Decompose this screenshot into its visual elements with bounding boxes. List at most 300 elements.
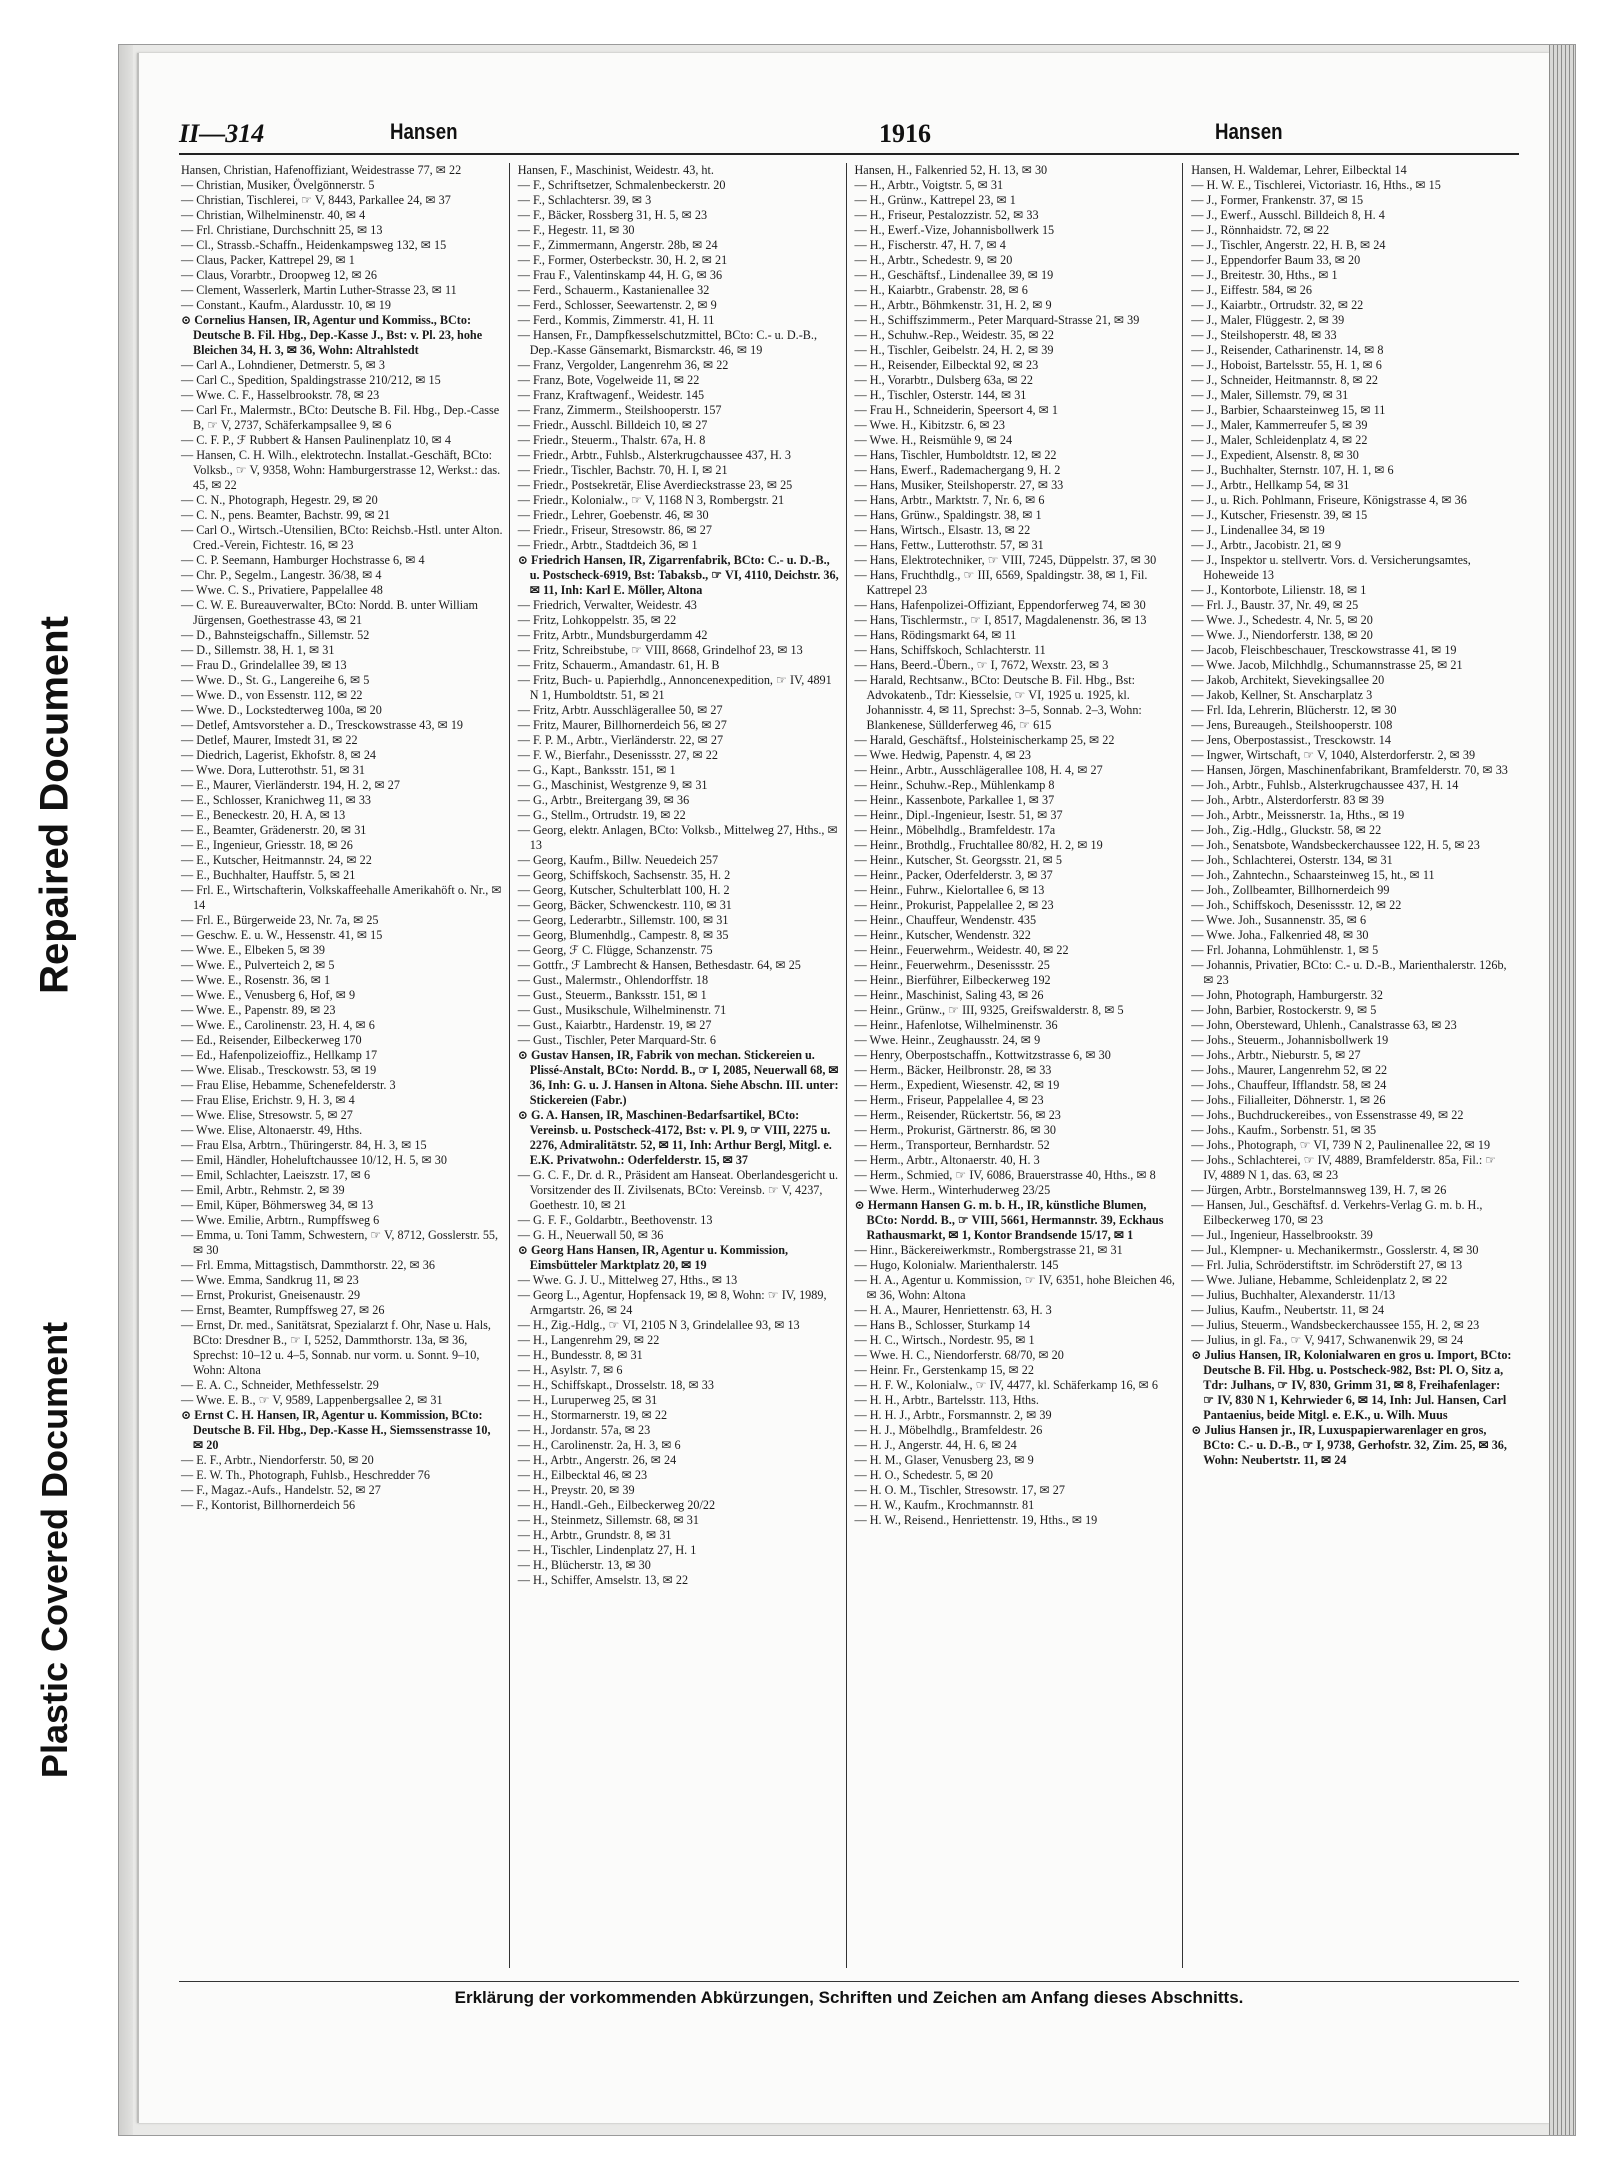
directory-entry: — F., Kontorist, Billhornerdeich 56 (181, 1498, 356, 1512)
directory-entry: — J., Former, Frankenstr. 37, ✉ 15 (1191, 193, 1364, 207)
directory-entry: — Frl. Ida, Lehrerin, Blücherstr. 12, ✉ 30 (1191, 703, 1397, 717)
directory-entry: — Julius, Steuerm., Wandsbeckerchaussee 155, H. 2, ✉ 23 (1191, 1318, 1480, 1332)
directory-entry: — Hans, Arbtr., Marktstr. 7, Nr. 6, ✉ 6 (854, 493, 1045, 507)
directory-entry: ⊙ Cornelius Hansen, IR, Agentur und Kommiss., BCto: Deutsche B. Fil. Hbg., Dep.-Kasse J., Bst: v. Pl. 23, hohe Bleichen 34, H. 3, ✉ 36, Wohn: Altrahlstedt (181, 313, 483, 357)
directory-entry: — Hans, Grünw., Spaldingstr. 38, ✉ 1 (854, 508, 1042, 522)
directory-entry: — H. H. J., Arbtr., Forsmannstr. 2, ✉ 39 (854, 1408, 1052, 1422)
directory-entry: — Frl. Christiane, Durchschnitt 25, ✉ 13 (181, 223, 383, 237)
directory-entry: — Wwe. Emma, Sandkrug 11, ✉ 23 (181, 1273, 359, 1287)
directory-entry: — Wwe. G. J. U., Mittelweg 27, Hths., ✉ 13 (517, 1273, 738, 1287)
directory-entry: — Heinr., Kutscher, Wendenstr. 322 (854, 928, 1031, 942)
directory-entry: — H., Carolinenstr. 2a, H. 3, ✉ 6 (517, 1438, 681, 1452)
directory-entry: — Johs., Kaufm., Sorbenstr. 51, ✉ 35 (1191, 1123, 1377, 1137)
directory-entry: — Johs., Chauffeur, Ifflandstr. 58, ✉ 24 (1191, 1078, 1387, 1092)
directory-entry: — E., Kutscher, Heitmannstr. 24, ✉ 22 (181, 853, 372, 867)
directory-entry: — Heinr., Kassenbote, Parkallee 1, ✉ 37 (854, 793, 1055, 807)
directory-entry: — H., Steinmetz, Sillemstr. 68, ✉ 31 (517, 1513, 699, 1527)
directory-entry: — Joh., Zollbeamter, Billhornerdeich 99 (1191, 883, 1390, 897)
directory-entry: — Heinr., Maschinist, Saling 43, ✉ 26 (854, 988, 1044, 1002)
directory-entry: — Frl. J., Baustr. 37, Nr. 49, ✉ 25 (1191, 598, 1359, 612)
directory-entry: — F. W., Bierfahr., Desenissstr. 27, ✉ 22 (517, 748, 718, 762)
directory-entry: — Gottfr., ℱ Lambrecht & Hansen, Bethesdastr. 64, ✉ 25 (517, 958, 801, 972)
directory-entry: — H., Arbtr., Schedestr. 9, ✉ 20 (854, 253, 1013, 267)
directory-entry: — Johannis, Privatier, BCto: C.- u. D.-B., Marienthalerstr. 126b, ✉ 23 (1191, 958, 1507, 987)
directory-entry: — Friedr., Arbtr., Stadtdeich 36, ✉ 1 (517, 538, 698, 552)
directory-entry: — J., Maler, Sillemstr. 79, ✉ 31 (1191, 388, 1349, 402)
directory-entry: — G., Arbtr., Breitergang 39, ✉ 36 (517, 793, 690, 807)
directory-entry: — Hans B., Schlosser, Sturkamp 14 (854, 1318, 1031, 1332)
directory-entry: — J., u. Rich. Pohlmann, Friseure, Königstrasse 4, ✉ 36 (1191, 493, 1467, 507)
directory-entry: ⊙ Julius Hansen jr., IR, Luxuspapierwarenlager en gros, BCto: C.- u. D.-B., ☞ I, 9738, Gerhofstr. 32, Zim. 25, ✉ 36, Wohn: Neubertstr. 11, ✉ 24 (1191, 1423, 1507, 1467)
directory-entry: — Hans, Tischlermstr., ☞ I, 8517, Magdalenenstr. 36, ✉ 13 (854, 613, 1147, 627)
directory-entry: — E., Beamter, Grädenerstr. 20, ✉ 31 (181, 823, 367, 837)
column-3 (853, 163, 1184, 1968)
directory-entry: — Heinr., Möbelhdlg., Bramfeldestr. 17a (854, 823, 1056, 837)
directory-entry: — Friedr., Steuerm., Thalstr. 67a, H. 8 (517, 433, 706, 447)
directory-entry: Hansen, H., Falkenried 52, H. 13, ✉ 30 (854, 163, 1048, 177)
directory-entry: — Frl. Johanna, Lohmühlenstr. 1, ✉ 5 (1191, 943, 1379, 957)
directory-entry: — Hans, Fettw., Lutterothstr. 57, ✉ 31 (854, 538, 1044, 552)
directory-entry: — Franz, Zimmerm., Steilshooperstr. 157 (517, 403, 722, 417)
directory-entry: — John, Obersteward, Uhlenh., Canalstrasse 63, ✉ 23 (1191, 1018, 1457, 1032)
directory-entry: — E. A. C., Schneider, Methfesselstr. 29 (181, 1378, 379, 1392)
directory-entry: — Hans, Elektrotechniker, ☞ VIII, 7245, Düppelstr. 37, ✉ 30 (854, 553, 1157, 567)
directory-entry: — Ernst, Dr. med., Sanitätsrat, Spezialarzt f. Ohr, Nase u. Hals, BCto: Dresdner B., ☞ I, 5252, Dammthorstr. 13a, ✉ 36, Sprechst: 10–12 u. 4–5, Sonnab. nur vorm. u. Sonnt. 9–10, Wohn: Altona (181, 1318, 491, 1377)
directory-entry: — H. O. M., Tischler, Stresowstr. 17, ✉ 27 (854, 1483, 1065, 1497)
directory-entry: — Carl O., Wirtsch.-Utensilien, BCto: Reichsb.-Hstl. unter Alton. Cred.-Verein, Fichtestr. 16, ✉ 23 (181, 523, 503, 552)
directory-entry: — Hans, Hafenpolizei-Offiziant, Eppendorferweg 74, ✉ 30 (854, 598, 1146, 612)
directory-entry: — H., Schiffskapt., Drosselstr. 18, ✉ 33 (517, 1378, 714, 1392)
directory-entry: — Franz, Bote, Vogelweide 11, ✉ 22 (517, 373, 700, 387)
directory-entry: — Heinr., Feuerwehrm., Weidestr. 40, ✉ 22 (854, 943, 1069, 957)
directory-entry: — Wwe. Joh., Susannenstr. 35, ✉ 6 (1191, 913, 1367, 927)
directory-entry: — Detlef, Amtsvorsteher a. D., Tresckowstrasse 43, ✉ 19 (181, 718, 464, 732)
directory-entry: — Jürgen, Arbtr., Borstelmannsweg 139, H. 7, ✉ 26 (1191, 1183, 1447, 1197)
directory-entry: — Heinr., Chauffeur, Wendenstr. 435 (854, 913, 1037, 927)
column-4 (1189, 163, 1519, 1968)
directory-entry: — Hans, Rödingsmarkt 64, ✉ 11 (854, 628, 1017, 642)
directory-entry: — Heinr., Fuhrw., Kielortallee 6, ✉ 13 (854, 883, 1045, 897)
directory-entry: — H., Blücherstr. 13, ✉ 30 (517, 1558, 651, 1572)
directory-entry: — Herm., Schmied, ☞ IV, 6086, Brauerstrasse 40, Hths., ✉ 8 (854, 1168, 1156, 1182)
directory-entry: — Gust., Kaiarbtr., Hardenstr. 19, ✉ 27 (517, 1018, 712, 1032)
directory-entry: — D., Bahnsteigschaffn., Sillemstr. 52 (181, 628, 370, 642)
directory-entry: — Hans, Wirtsch., Elsastr. 13, ✉ 22 (854, 523, 1031, 537)
directory-entry: — John, Photograph, Hamburgerstr. 32 (1191, 988, 1383, 1002)
directory-entry: — Heinr., Hafenlotse, Wilhelminenstr. 36 (854, 1018, 1058, 1032)
directory-entry: — H., Luruperweg 25, ✉ 31 (517, 1393, 658, 1407)
directory-entry: — Heinr., Brothdlg., Fruchtallee 80/82, H. 2, ✉ 19 (854, 838, 1103, 852)
directory-entry: — Constant., Kaufm., Alardusstr. 10, ✉ 19 (181, 298, 391, 312)
directory-entry: — H., Tischler, Osterstr. 144, ✉ 31 (854, 388, 1027, 402)
directory-entry: — Claus, Vorarbtr., Droopweg 12, ✉ 26 (181, 268, 377, 282)
directory-entry: — J., Kontorbote, Lilienstr. 18, ✉ 1 (1191, 583, 1367, 597)
directory-entry: — Jakob, Architekt, Sievekingsallee 20 (1191, 673, 1385, 687)
directory-entry: ⊙ G. A. Hansen, IR, Maschinen-Bedarfsartikel, BCto: Vereinsb. u. Postscheck-4172, Bst: v. Pl. 9, ☞ VIII, 2275 u. 2276, Admiralitätstr. 52, ✉ 11, Inh: Arthur Bergl, Mitgl. e. E.K. Privatwohn.: Oderfelderstr. 15, ✉ 37 (517, 1108, 832, 1167)
directory-entry: — Hans, Tischler, Humboldtstr. 12, ✉ 22 (854, 448, 1057, 462)
directory-entry: — Gust., Musikschule, Wilhelminenstr. 71 (517, 1003, 727, 1017)
directory-entry: Hansen, F., Maschinist, Weidestr. 43, ht. (517, 163, 714, 177)
directory-entry: — Wwe. C. S., Privatiere, Pappelallee 48 (181, 583, 383, 597)
directory-entry: — Julius, Buchhalter, Alexanderstr. 11/13 (1191, 1288, 1396, 1302)
directory-entry: — Wwe. D., von Essenstr. 112, ✉ 22 (181, 688, 363, 702)
right-running-head: Hansen (1214, 119, 1283, 144)
directory-entry: — J., Breitestr. 30, Hths., ✉ 1 (1191, 268, 1338, 282)
directory-entry: — Julius, in gl. Fa., ☞ V, 9417, Schwanenwik 29, ✉ 24 (1191, 1333, 1464, 1347)
directory-entry: — H., Arbtr., Angerstr. 26, ✉ 24 (517, 1453, 677, 1467)
column-1 (179, 163, 510, 1968)
directory-entry: — F., Hegestr. 11, ✉ 30 (517, 223, 635, 237)
directory-entry: — J., Maler, Schleidenplatz 4, ✉ 22 (1191, 433, 1368, 447)
directory-entry: — F., Zimmermann, Angerstr. 28b, ✉ 24 (517, 238, 718, 252)
plastic-covered-label: Plastic Covered Document (34, 1321, 75, 1779)
directory-entry: — H., Eilbecktal 46, ✉ 23 (517, 1468, 648, 1482)
directory-entry: — Ferd., Kommis, Zimmerstr. 41, H. 11 (517, 313, 715, 327)
directory-entry: — Georg, Schiffskoch, Sachsenstr. 35, H. 2 (517, 868, 731, 882)
directory-entry: — J., Eppendorfer Baum 33, ✉ 20 (1191, 253, 1361, 267)
directory-entry: — Herm., Arbtr., Altonaerstr. 40, H. 3 (854, 1153, 1040, 1167)
directory-entry: — Fritz, Arbtr., Mundsburgerdamm 42 (517, 628, 708, 642)
directory-entry: — Heinr., Grünw., ☞ III, 9325, Greifswalderstr. 8, ✉ 5 (854, 1003, 1124, 1017)
directory-entry: — H., Geschäftsf., Lindenallee 39, ✉ 19 (854, 268, 1054, 282)
directory-entry: — Julius, Kaufm., Neubertstr. 11, ✉ 24 (1191, 1303, 1385, 1317)
directory-entry: — H., Ewerf.-Vize, Johannisbollwerk 15 (854, 223, 1055, 237)
directory-entry: — Fritz, Arbtr. Ausschlägerallee 50, ✉ 27 (517, 703, 723, 717)
directory-entry: — J., Arbtr., Hellkamp 54, ✉ 31 (1191, 478, 1350, 492)
directory-entry: — Wwe. D., Lockstedterweg 100a, ✉ 20 (181, 703, 382, 717)
directory-entry: — Wwe. E., Rosenstr. 36, ✉ 1 (181, 973, 331, 987)
directory-entry: — E. F., Arbtr., Niendorferstr. 50, ✉ 20 (181, 1453, 374, 1467)
directory-entry: — Wwe. Elisab., Tresckowstr. 53, ✉ 19 (181, 1063, 377, 1077)
directory-entry: — Georg, Blumenhdlg., Campestr. 8, ✉ 35 (517, 928, 729, 942)
directory-entry: — Frl. Emma, Mittagstisch, Dammthorstr. 22, ✉ 36 (181, 1258, 435, 1272)
directory-entry: — H., Arbtr., Voigtstr. 5, ✉ 31 (854, 178, 1004, 192)
directory-entry: — G., Kapt., Banksstr. 151, ✉ 1 (517, 763, 676, 777)
directory-entry: — Heinr. Fr., Gerstenkamp 15, ✉ 22 (854, 1363, 1034, 1377)
directory-entry: ⊙ Georg Hans Hansen, IR, Agentur u. Kommission, Eimsbütteler Marktplatz 20, ✉ 19 (517, 1243, 789, 1272)
directory-entry: — H. J., Möbelhdlg., Bramfeldestr. 26 (854, 1423, 1043, 1437)
directory-entry: — Christian, Tischlerei, ☞ V, 8443, Parkallee 24, ✉ 37 (181, 193, 451, 207)
directory-entry: — Gust., Tischler, Peter Marquard-Str. 6 (517, 1033, 716, 1047)
directory-entry: — F., Former, Osterbeckstr. 30, H. 2, ✉ 21 (517, 253, 728, 267)
directory-entry: — J., Schneider, Heitmannstr. 8, ✉ 22 (1191, 373, 1379, 387)
directory-entry: — Harald, Rechtsanw., BCto: Deutsche B. Fil. Hbg., Bst: Advokatenb., Tdr: Kiesselsie, ☞ VI, 1925 u. 1925, kl. Johannisstr. 4, ✉ 11, Sprechst: 3–5, Sonnab. 2–3, Wohn: Blankenese, Süllderferweg 46, ☞ 615 (854, 673, 1142, 732)
directory-entry: — G. H., Neuerwall 50, ✉ 36 (517, 1228, 664, 1242)
directory-entry: — F., Magaz.-Aufs., Handelstr. 52, ✉ 27 (181, 1483, 381, 1497)
directory-entry: — J., Buchhalter, Sternstr. 107, H. 1, ✉ 6 (1191, 463, 1394, 477)
directory-entry: — Johs., Schlachterei, ☞ IV, 4889, Bramfelderstr. 85a, Fil.: ☞ IV, 4889 N 1, das. 63, ✉ 23 (1191, 1153, 1497, 1182)
year: 1916 (879, 119, 931, 148)
page-header (179, 117, 1519, 155)
directory-entry: — Wwe. D., St. G., Langereihe 6, ✉ 5 (181, 673, 370, 687)
directory-entry: — Heinr., Schuhw.-Rep., Mühlenkamp 8 (854, 778, 1055, 792)
directory-entry: — F. P. M., Arbtr., Vierländerstr. 22, ✉ 27 (517, 733, 724, 747)
directory-entry: ⊙ Ernst C. H. Hansen, IR, Agentur u. Kommission, BCto: Deutsche B. Fil. Hbg., Dep.-Kasse H., Siemssenstrasse 10, ✉ 20 (181, 1408, 491, 1452)
directory-entry: — Frau Elsa, Arbtrn., Thüringerstr. 84, H. 3, ✉ 15 (181, 1138, 427, 1152)
directory-entry: — C. F. P., ℱ Rubbert & Hansen Paulinenplatz 10, ✉ 4 (181, 433, 451, 447)
directory-entry: — Frl. Julia, Schröderstiftstr. im Schröderstift 27, ✉ 13 (1191, 1258, 1463, 1272)
directory-entry: — Wwe. J., Niendorferstr. 138, ✉ 20 (1191, 628, 1373, 642)
directory-entry: — E., Ingenieur, Griesstr. 18, ✉ 26 (181, 838, 353, 852)
page-edge-stack (1549, 45, 1575, 2135)
directory-entry: — Johs., Filialleiter, Döhnerstr. 1, ✉ 26 (1191, 1093, 1386, 1107)
directory-entry: — J., Maler, Kammerreufer 5, ✉ 39 (1191, 418, 1368, 432)
directory-entry: — Fritz, Schauerm., Amandastr. 61, H. B (517, 658, 720, 672)
directory-entry: — Herm., Friseur, Pappelallee 4, ✉ 23 (854, 1093, 1044, 1107)
directory-entry: — H., Langenrehm 29, ✉ 22 (517, 1333, 660, 1347)
directory-entry: — Herm., Bäcker, Heilbronstr. 28, ✉ 33 (854, 1063, 1052, 1077)
directory-entry: — Frl. E., Wirtschafterin, Volkskaffeehalle Amerikahöft o. Nr., ✉ 14 (181, 883, 502, 912)
directory-entry: — H., Fischerstr. 47, H. 7, ✉ 4 (854, 238, 1006, 252)
directory-entry: — Fritz, Maurer, Billhornerdeich 56, ✉ 27 (517, 718, 727, 732)
directory-entry: — Christian, Musiker, Övelgönnerstr. 5 (181, 178, 375, 192)
scanned-page (118, 44, 1576, 2136)
directory-entry: — Geschw. E. u. W., Hessenstr. 41, ✉ 15 (181, 928, 383, 942)
directory-entry: — J., Kutscher, Friesenstr. 39, ✉ 15 (1191, 508, 1368, 522)
directory-entry: — C. N., pens. Beamter, Bachstr. 99, ✉ 21 (181, 508, 391, 522)
directory-entry: — F., Bäcker, Rossberg 31, H. 5, ✉ 23 (517, 208, 708, 222)
directory-entry: — H., Preystr. 20, ✉ 39 (517, 1483, 635, 1497)
directory-entry: — J., Tischler, Angerstr. 22, H. B, ✉ 24 (1191, 238, 1386, 252)
directory-entry: — Jul., Klempner- u. Mechanikermstr., Gosslerstr. 4, ✉ 30 (1191, 1243, 1479, 1257)
directory-entry: — Claus, Packer, Kattrepel 29, ✉ 1 (181, 253, 355, 267)
directory-entry: — Ed., Hafenpolizeioffiz., Hellkamp 17 (181, 1048, 378, 1062)
directory-entry: — Hans, Beerd.-Übern., ☞ I, 7672, Wexstr. 23, ✉ 3 (854, 658, 1109, 672)
directory-entry: — Georg L., Agentur, Hopfensack 19, ✉ 8, Wohn: ☞ IV, 1989, Armgartstr. 26, ✉ 24 (517, 1288, 827, 1317)
directory-entry: — Jul., Ingenieur, Hasselbrookstr. 39 (1191, 1228, 1373, 1242)
directory-entry: — H., Tischler, Geibelstr. 24, H. 2, ✉ 39 (854, 343, 1054, 357)
directory-entry: — J., Lindenallee 34, ✉ 19 (1191, 523, 1325, 537)
directory-entry: — Franz, Vergolder, Langenrehm 36, ✉ 22 (517, 358, 729, 372)
directory-entry: — H., Tischler, Lindenplatz 27, H. 1 (517, 1543, 697, 1557)
directory-entry: — Wwe. E., Venusberg 6, Hof, ✉ 9 (181, 988, 356, 1002)
directory-entry: — Hugo, Kolonialw. Marienthalerstr. 145 (854, 1258, 1059, 1272)
directory-entry: — Wwe. Elise, Altonaerstr. 49, Hths. (181, 1123, 363, 1137)
directory-entry: — Frau F., Valentinskamp 44, H. G, ✉ 36 (517, 268, 723, 282)
directory-entry: — E., Maurer, Vierländerstr. 194, H. 2, ✉ 27 (181, 778, 400, 792)
directory-entry: — Joh., Arbtr., Alsterdorferstr. 83 ✉ 39 (1191, 793, 1384, 807)
directory-entry: — J., Arbtr., Jacobistr. 21, ✉ 9 (1191, 538, 1341, 552)
directory-entry: — Jacob, Fleischbeschauer, Tresckowstrasse 41, ✉ 19 (1191, 643, 1457, 657)
directory-entry: — Frl. E., Bürgerweide 23, Nr. 7a, ✉ 25 (181, 913, 379, 927)
directory-entry: — Wwe. Juliane, Hebamme, Schleidenplatz 2, ✉ 22 (1191, 1273, 1448, 1287)
directory-entry: — Johs., Steuerm., Johannisbollwerk 19 (1191, 1033, 1389, 1047)
directory-entry: — H., Schiffer, Amselstr. 13, ✉ 22 (517, 1573, 689, 1587)
abbreviations-note: Erklärung der vorkommenden Abkürzungen, Schriften und Zeichen am Anfang dieses Abschnitts. (179, 1981, 1519, 2008)
directory-entry: — J., Hoboist, Bartelsstr. 55, H. 1, ✉ 6 (1191, 358, 1382, 372)
directory-entry: — John, Barbier, Rostockerstr. 9, ✉ 5 (1191, 1003, 1377, 1017)
directory-entry: — H. A., Maurer, Henriettenstr. 63, H. 3 (854, 1303, 1052, 1317)
directory-entry: — Heinr., Arbtr., Ausschlägerallee 108, H. 4, ✉ 27 (854, 763, 1103, 777)
directory-entry: — Friedr., Kolonialw., ☞ V, 1168 N 3, Rombergstr. 21 (517, 493, 785, 507)
directory-entry: — Wwe. Hedwig, Papenstr. 4, ✉ 23 (854, 748, 1032, 762)
directory-entry: — H. A., Agentur u. Kommission, ☞ IV, 6351, hohe Bleichen 46, ✉ 36, Wohn: Altona (854, 1273, 1175, 1302)
directory-entry: — H., Zig.-Hdlg., ☞ VI, 2105 N 3, Grindelallee 93, ✉ 13 (517, 1318, 800, 1332)
directory-entry: — H., Kaiarbtr., Grabenstr. 28, ✉ 6 (854, 283, 1028, 297)
directory-entry: — J., Reisender, Catharinenstr. 14, ✉ 8 (1191, 343, 1384, 357)
directory-entry: — H., Reisender, Eilbecktal 92, ✉ 23 (854, 358, 1039, 372)
directory-entry: — Diedrich, Lagerist, Ekhofstr. 8, ✉ 24 (181, 748, 377, 762)
directory-entry: — Jens, Oberpostassist., Tresckowstr. 14 (1191, 733, 1391, 747)
directory-entry: — Wwe. Joha., Falkenried 48, ✉ 30 (1191, 928, 1369, 942)
directory-columns (179, 163, 1519, 1968)
directory-entry: — Georg, Bäcker, Schwenckestr. 110, ✉ 31 (517, 898, 732, 912)
left-running-head: Hansen (389, 119, 458, 144)
directory-entry: — J., Eiffestr. 584, ✉ 26 (1191, 283, 1312, 297)
directory-entry: — Ed., Reisender, Eilbeckerweg 170 (181, 1033, 362, 1047)
directory-entry: — Fritz, Lohkoppelstr. 35, ✉ 22 (517, 613, 677, 627)
directory-entry: — G. C. F., Dr. d. R., Präsident am Hanseat. Oberlandesgericht u. Vorsitzender des II. Zivilsenats, BCto: Vereinsb. ☞ V, 4237, Goethestr. 10, ✉ 21 (517, 1168, 838, 1212)
directory-entry: — Gust., Steuerm., Banksstr. 151, ✉ 1 (517, 988, 707, 1002)
directory-entry: — C. P. Seemann, Hamburger Hochstrasse 6, ✉ 4 (181, 553, 425, 567)
directory-entry: — J., Steilshoperstr. 48, ✉ 33 (1191, 328, 1337, 342)
directory-entry: — E., Beneckestr. 20, H. A, ✉ 13 (181, 808, 346, 822)
directory-entry: — Herm., Reisender, Rückertstr. 56, ✉ 23 (854, 1108, 1061, 1122)
directory-entry: — Hans, Ewerf., Rademachergang 9, H. 2 (854, 463, 1061, 477)
directory-entry: — Henry, Oberpostschaffn., Kottwitzstrasse 6, ✉ 30 (854, 1048, 1111, 1062)
directory-entry: — Ernst, Prokurist, Gneisenaustr. 29 (181, 1288, 361, 1302)
binding-shadow (119, 45, 133, 2135)
directory-entry: — Carl Fr., Malermstr., BCto: Deutsche B. Fil. Hbg., Dep.-Casse B, ☞ V, 2737, Schäferkampsallee 9, ✉ 6 (181, 403, 500, 432)
directory-entry: — Wwe. Jacob, Milchhdlg., Schumannstrasse 25, ✉ 21 (1191, 658, 1463, 672)
directory-entry: — Georg, ℱ C. Flügge, Schanzenstr. 75 (517, 943, 713, 957)
directory-entry: — Wwe. Herm., Winterhuderweg 23/25 (854, 1183, 1051, 1197)
directory-entry: — Friedr., Tischler, Bachstr. 70, H. I, ✉ 21 (517, 463, 728, 477)
directory-entry: — E. W. Th., Photograph, Fuhlsb., Heschredder 76 (181, 1468, 430, 1482)
directory-entry: — Heinr., Feuerwehrm., Desenissstr. 25 (854, 958, 1050, 972)
directory-entry: — H., Schuhw.-Rep., Weidestr. 35, ✉ 22 (854, 328, 1054, 342)
directory-entry: — J., Maler, Flüggestr. 2, ✉ 39 (1191, 313, 1345, 327)
directory-entry: — H. W., Reisend., Henriettenstr. 19, Hths., ✉ 19 (854, 1513, 1098, 1527)
directory-entry: — Wwe. E., Elbeken 5, ✉ 39 (181, 943, 326, 957)
directory-entry: — Wwe. E., Papenstr. 89, ✉ 23 (181, 1003, 336, 1017)
directory-entry: — Joh., Schiffskoch, Desenissstr. 12, ✉ 22 (1191, 898, 1402, 912)
directory-entry: — Hansen, Jörgen, Maschinenfabrikant, Bramfelderstr. 70, ✉ 33 (1191, 763, 1508, 777)
directory-entry: — Wwe. Heinr., Zeughausstr. 24, ✉ 9 (854, 1033, 1041, 1047)
directory-entry: — Joh., Zig.-Hdlg., Gluckstr. 58, ✉ 22 (1191, 823, 1382, 837)
directory-entry: — J., Expedient, Alsenstr. 8, ✉ 30 (1191, 448, 1359, 462)
repaired-document-label: Repaired Document (32, 616, 77, 994)
directory-entry: — Heinr., Prokurist, Pappelallee 2, ✉ 23 (854, 898, 1054, 912)
directory-entry: — Clement, Wasserlerk, Martin Luther-Strasse 23, ✉ 11 (181, 283, 457, 297)
directory-entry: — Friedr., Ausschl. Billdeich 10, ✉ 27 (517, 418, 708, 432)
directory-entry: — Cl., Strassb.-Schaffn., Heidenkampsweg 132, ✉ 15 (181, 238, 447, 252)
directory-entry: ⊙ Friedrich Hansen, IR, Zigarrenfabrik, BCto: C.- u. D.-B., u. Postscheck-6919, Bst: Tabaksb., ☞ VI, 4110, Deichstr. 36, ✉ 11, Inh: Karl E. Möller, Altona (517, 553, 839, 597)
directory-entry: — Wwe. H., Kibitzstr. 6, ✉ 23 (854, 418, 1005, 432)
directory-entry: — Heinr., Packer, Oderfelderstr. 3, ✉ 37 (854, 868, 1053, 882)
directory-entry: — Christian, Wilhelminenstr. 40, ✉ 4 (181, 208, 366, 222)
directory-entry: — Carl C., Spedition, Spaldingstrasse 210/212, ✉ 15 (181, 373, 441, 387)
directory-entry: — Joh., Zahntechn., Schaarsteinweg 15, ht., ✉ 11 (1191, 868, 1435, 882)
directory-entry: — Hansen, C. H. Wilh., elektrotechn. Installat.-Geschäft, BCto: Volksb., ☞ V, 9358, Wohn: Hamburgerstrasse 12, Werkst.: das. 45, ✉ 22 (181, 448, 501, 492)
directory-entry: — Joh., Schlachterei, Osterstr. 134, ✉ 31 (1191, 853, 1393, 867)
directory-entry: — Detlef, Maurer, Imstedt 31, ✉ 22 (181, 733, 358, 747)
directory-entry: — Emil, Küper, Böhmersweg 34, ✉ 13 (181, 1198, 374, 1212)
directory-entry: — Heinr., Bierführer, Eilbeckerweg 192 (854, 973, 1051, 987)
side-labels (0, 0, 110, 2177)
directory-entry: — Georg, Kaufm., Billw. Neuedeich 257 (517, 853, 719, 867)
directory-entry: — Ernst, Beamter, Rumpffsweg 27, ✉ 26 (181, 1303, 385, 1317)
directory-entry: — Wwe. E., Pulverteich 2, ✉ 5 (181, 958, 335, 972)
directory-entry: — G., Stellm., Ortrudstr. 19, ✉ 22 (517, 808, 686, 822)
directory-entry: — H., Friseur, Pestalozzistr. 52, ✉ 33 (854, 208, 1039, 222)
directory-entry: — Carl A., Lohndiener, Detmerstr. 5, ✉ 3 (181, 358, 386, 372)
directory-entry: — Joh., Arbtr., Fuhlsb., Alsterkrugchaussee 437, H. 14 (1191, 778, 1459, 792)
directory-entry: — C. N., Photograph, Hegestr. 29, ✉ 20 (181, 493, 378, 507)
directory-entry: — Wwe. Elise, Stresowstr. 5, ✉ 27 (181, 1108, 353, 1122)
directory-entry: — Georg, elektr. Anlagen, BCto: Volksb., Mittelweg 27, Hths., ✉ 13 (517, 823, 838, 852)
directory-entry: ⊙ Gustav Hansen, IR, Fabrik von mechan. Stickereien u. Plissé-Anstalt, BCto: Nordd. B., ☞ I, 2085, Neuerwall 68, ✉ 36, Inh: G. u. J. Hansen in Altona. Siehe Abschn. III. unter: Stickereien (Fabr.) (517, 1048, 839, 1107)
directory-entry: — Harald, Geschäftsf., Holsteinischerkamp 25, ✉ 22 (854, 733, 1115, 747)
directory-entry: — Wwe. C. F., Hasselbrookstr. 78, ✉ 23 (181, 388, 380, 402)
directory-entry: — Georg, Lederarbtr., Sillemstr. 100, ✉ 31 (517, 913, 729, 927)
directory-entry: — Emil, Schlachter, Laeiszstr. 17, ✉ 6 (181, 1168, 371, 1182)
directory-entry: — Hansen, Fr., Dampfkesselschutzmittel, BCto: C.- u. D.-B., Dep.-Kasse Gänsemarkt, Bismarckstr. 46, ✉ 19 (517, 328, 817, 357)
directory-entry: — J., Kaiarbtr., Ortrudstr. 32, ✉ 22 (1191, 298, 1364, 312)
directory-entry: — Frau H., Schneiderin, Speersort 4, ✉ 1 (854, 403, 1058, 417)
directory-entry: — H., Arbtr., Böhmkenstr. 31, H. 2, ✉ 9 (854, 298, 1052, 312)
directory-entry: — H. O., Schedestr. 5, ✉ 20 (854, 1468, 994, 1482)
directory-entry: — H., Jordanstr. 57a, ✉ 23 (517, 1423, 651, 1437)
directory-entry: — Friedr., Friseur, Stresowstr. 86, ✉ 27 (517, 523, 712, 537)
directory-entry: — Hans, Musiker, Steilshoperstr. 27, ✉ 33 (854, 478, 1064, 492)
directory-entry: — Fritz, Schreibstube, ☞ VIII, 8668, Grindelhof 23, ✉ 13 (517, 643, 803, 657)
directory-entry: — E., Buchhalter, Hauffstr. 5, ✉ 21 (181, 868, 356, 882)
directory-entry: — H. M., Glaser, Venusberg 23, ✉ 9 (854, 1453, 1034, 1467)
directory-entry: — Johs., Arbtr., Nieburstr. 5, ✉ 27 (1191, 1048, 1361, 1062)
directory-entry: — Georg, Kutscher, Schulterblatt 100, H. 2 (517, 883, 730, 897)
directory-entry: — H., Grünw., Kattrepel 23, ✉ 1 (854, 193, 1016, 207)
directory-entry: — H., Bundesstr. 8, ✉ 31 (517, 1348, 643, 1362)
directory-entry: ⊙ Julius Hansen, IR, Kolonialwaren en gros u. Import, BCto: Deutsche B. Fil. Hbg. u. Postscheck-982, Bst: Pl. O, Sitz a, Tdr: Julhans, ☞ IV, 830, Grimm 31, ✉ 8, Freihafenlager: ☞ IV, 830 N 1, Kehrwieder 6, ✉ 14, Inh: Jul. Hansen, Carl Pantaenius, beide Mitgl. e. E.K., u. Wilh. Muus (1191, 1348, 1512, 1422)
page-number: II—314 (179, 119, 265, 148)
directory-entry: — Emma, u. Toni Tamm, Schwestern, ☞ V, 8712, Gosslerstr. 55, ✉ 30 (181, 1228, 499, 1257)
directory-entry: — F., Schlachtersr. 39, ✉ 3 (517, 193, 652, 207)
directory-entry: — Frau Elise, Erichstr. 9, H. 3, ✉ 4 (181, 1093, 355, 1107)
directory-entry: — Ingwer, Wirtschaft, ☞ V, 1040, Alsterdorferstr. 2, ✉ 39 (1191, 748, 1476, 762)
directory-entry: — Johs., Maurer, Langenrehm 52, ✉ 22 (1191, 1063, 1388, 1077)
directory-entry: — J., Barbier, Schaarsteinweg 15, ✉ 11 (1191, 403, 1386, 417)
directory-entry: — Frau Elise, Hebamme, Schenefelderstr. 3 (181, 1078, 396, 1092)
directory-entry: — Friedr., Lehrer, Goebenstr. 46, ✉ 30 (517, 508, 709, 522)
directory-entry: — Friedrich, Verwalter, Weidestr. 43 (517, 598, 697, 612)
directory-entry: — G., Maschinist, Westgrenze 9, ✉ 31 (517, 778, 708, 792)
directory-entry: — Wwe. Dora, Lutterothstr. 51, ✉ 31 (181, 763, 365, 777)
directory-entry: — C. W. E. Bureauverwalter, BCto: Nordd. B. unter William Jürgensen, Goethestrasse 43, ✉ 21 (181, 598, 479, 627)
directory-entry: — Wwe. E. B., ☞ V, 9589, Lappenbergsallee 2, ✉ 31 (181, 1393, 443, 1407)
directory-entry: — H., Stormarnerstr. 19, ✉ 22 (517, 1408, 668, 1422)
directory-entry: — Hansen, Jul., Geschäftsf. d. Verkehrs-Verlag G. m. b. H., Eilbeckerweg 170, ✉ 23 (1191, 1198, 1483, 1227)
directory-entry: — Ferd., Schauerm., Kastanienallee 32 (517, 283, 710, 297)
directory-entry: — Joh., Senatsbote, Wandsbeckerchaussee 122, H. 5, ✉ 23 (1191, 838, 1480, 852)
directory-entry: — E., Schlosser, Kranichweg 11, ✉ 33 (181, 793, 372, 807)
directory-entry: — Friedr., Postsekretär, Elise Averdieckstrasse 23, ✉ 25 (517, 478, 793, 492)
directory-entry: — H. F. W., Kolonialw., ☞ IV, 4477, kl. Schäferkamp 16, ✉ 6 (854, 1378, 1158, 1392)
directory-entry: — H., Vorarbtr., Dulsberg 63a, ✉ 22 (854, 373, 1033, 387)
directory-entry: — Ferd., Schlosser, Seewartenstr. 2, ✉ 9 (517, 298, 717, 312)
directory-entry: — J., Ewerf., Ausschl. Billdeich 8, H. 4 (1191, 208, 1385, 222)
directory-entry: — Friedr., Arbtr., Fuhlsb., Alsterkrugchaussee 437, H. 3 (517, 448, 791, 462)
directory-entry: — Heinr., Kutscher, St. Georgsstr. 21, ✉ 5 (854, 853, 1063, 867)
directory-entry: — D., Sillemstr. 38, H. 1, ✉ 31 (181, 643, 335, 657)
directory-entry: ⊙ Hermann Hansen G. m. b. H., IR, künstliche Blumen, BCto: Nordd. B., ☞ VIII, 5661, Hermannstr. 39, Eckhaus Rathausmarkt, ✉ 1, Kontor Brandsende 15/17, ✉ 1 (854, 1198, 1164, 1242)
directory-entry: — H. W., Kaufm., Krochmannstr. 81 (854, 1498, 1035, 1512)
directory-entry: — Herm., Prokurist, Gärtnerstr. 86, ✉ 30 (854, 1123, 1056, 1137)
directory-entry: — H. C., Wirtsch., Nordestr. 95, ✉ 1 (854, 1333, 1035, 1347)
directory-entry: — Joh., Arbtr., Meissnerstr. 1a, Hths., ✉ 19 (1191, 808, 1405, 822)
directory-entry: — Emil, Händler, Hoheluftchaussee 10/12, H. 5, ✉ 30 (181, 1153, 447, 1167)
directory-entry: — F., Schriftsetzer, Schmalenbeckerstr. 20 (517, 178, 726, 192)
